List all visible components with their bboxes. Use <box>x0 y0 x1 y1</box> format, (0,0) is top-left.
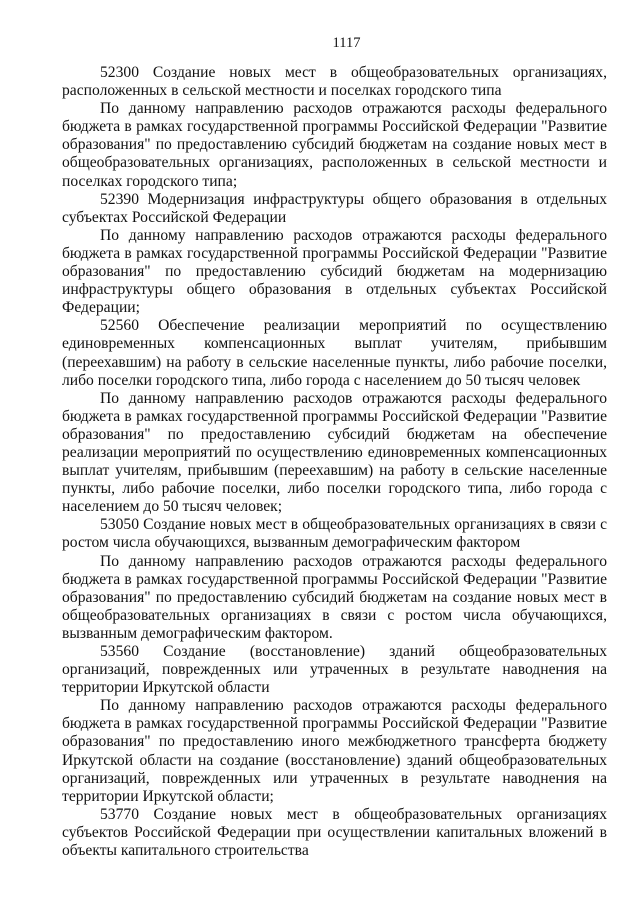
description-52560: По данному направлению расходов отражаются расходы федерального бюджета в рамках государственной программы Российской Федерации "Развитие образования" по предоставлению субсидий бюджетам на обеспечение реализации мероприятий по осуществлению единовременных компенсационных выплат учителям, прибывшим (переехавшим) на работу в сельские населенные пункты, либо рабочие поселки, либо поселки городского типа, либо города с населением до 50 тысяч человек; <box>62 389 607 516</box>
description-52300: По данному направлению расходов отражаются расходы федерального бюджета в рамках государственной программы Российской Федерации "Развитие образования" по предоставлению субсидий бюджетам на создание новых мест в общеобразовательных организациях, расположенных в сельской местности и поселках городского типа; <box>62 100 607 190</box>
heading-52560: 52560 Обеспечение реализации мероприятий по осуществлению единовременных компенсационных выплат учителям, прибывшим (переехавшим) на работу в сельские населенные пункты, либо рабочие поселки, либо поселки городского типа, либо города с населением до 50 тысяч человек <box>62 317 607 389</box>
description-53560: По данному направлению расходов отражаются расходы федерального бюджета в рамках государственной программы Российской Федерации "Развитие образования" по предоставлению иного межбюджетного трансферта бюджету Иркутской области на создание (восстановление) зданий общеобразовательных организаций, поврежденных или утраченных в результате наводнения на территории Иркутской области; <box>62 697 607 805</box>
heading-53770: 53770 Создание новых мест в общеобразовательных организациях субъектов Российской Федерации при осуществлении капитальных вложений в объекты капитального строительства <box>62 805 607 860</box>
heading-53560: 53560 Создание (восстановление) зданий общеобразовательных организаций, поврежденных или утраченных в результате наводнения на территории Иркутской области <box>62 643 607 697</box>
description-52390: По данному направлению расходов отражаются расходы федерального бюджета в рамках государственной программы Российской Федерации "Развитие образования" по предоставлению субсидий бюджетам на модернизацию инфраструктуры общего образования в отдельных субъектах Российской Федерации; <box>62 226 607 317</box>
heading-53050: 53050 Создание новых мест в общеобразовательных организациях в связи с ростом числа обучающихся, вызванным демографическим фактором <box>62 516 607 552</box>
heading-52390: 52390 Модернизация инфраструктуры общего образования в отдельных субъектах Российской Федерации <box>62 190 607 226</box>
page-number: 1117 <box>332 35 361 51</box>
description-53050: По данному направлению расходов отражаются расходы федерального бюджета в рамках государственной программы Российской Федерации "Развитие образования" по предоставлению субсидий бюджетам на создание новых мест в общеобразовательных организациях в связи с ростом числа обучающихся, вызванным демографическим фактором. <box>62 552 607 642</box>
heading-52300: 52300 Создание новых мест в общеобразовательных организациях, расположенных в сельской местности и поселках городского типа <box>62 64 607 100</box>
document-page <box>62 34 607 860</box>
